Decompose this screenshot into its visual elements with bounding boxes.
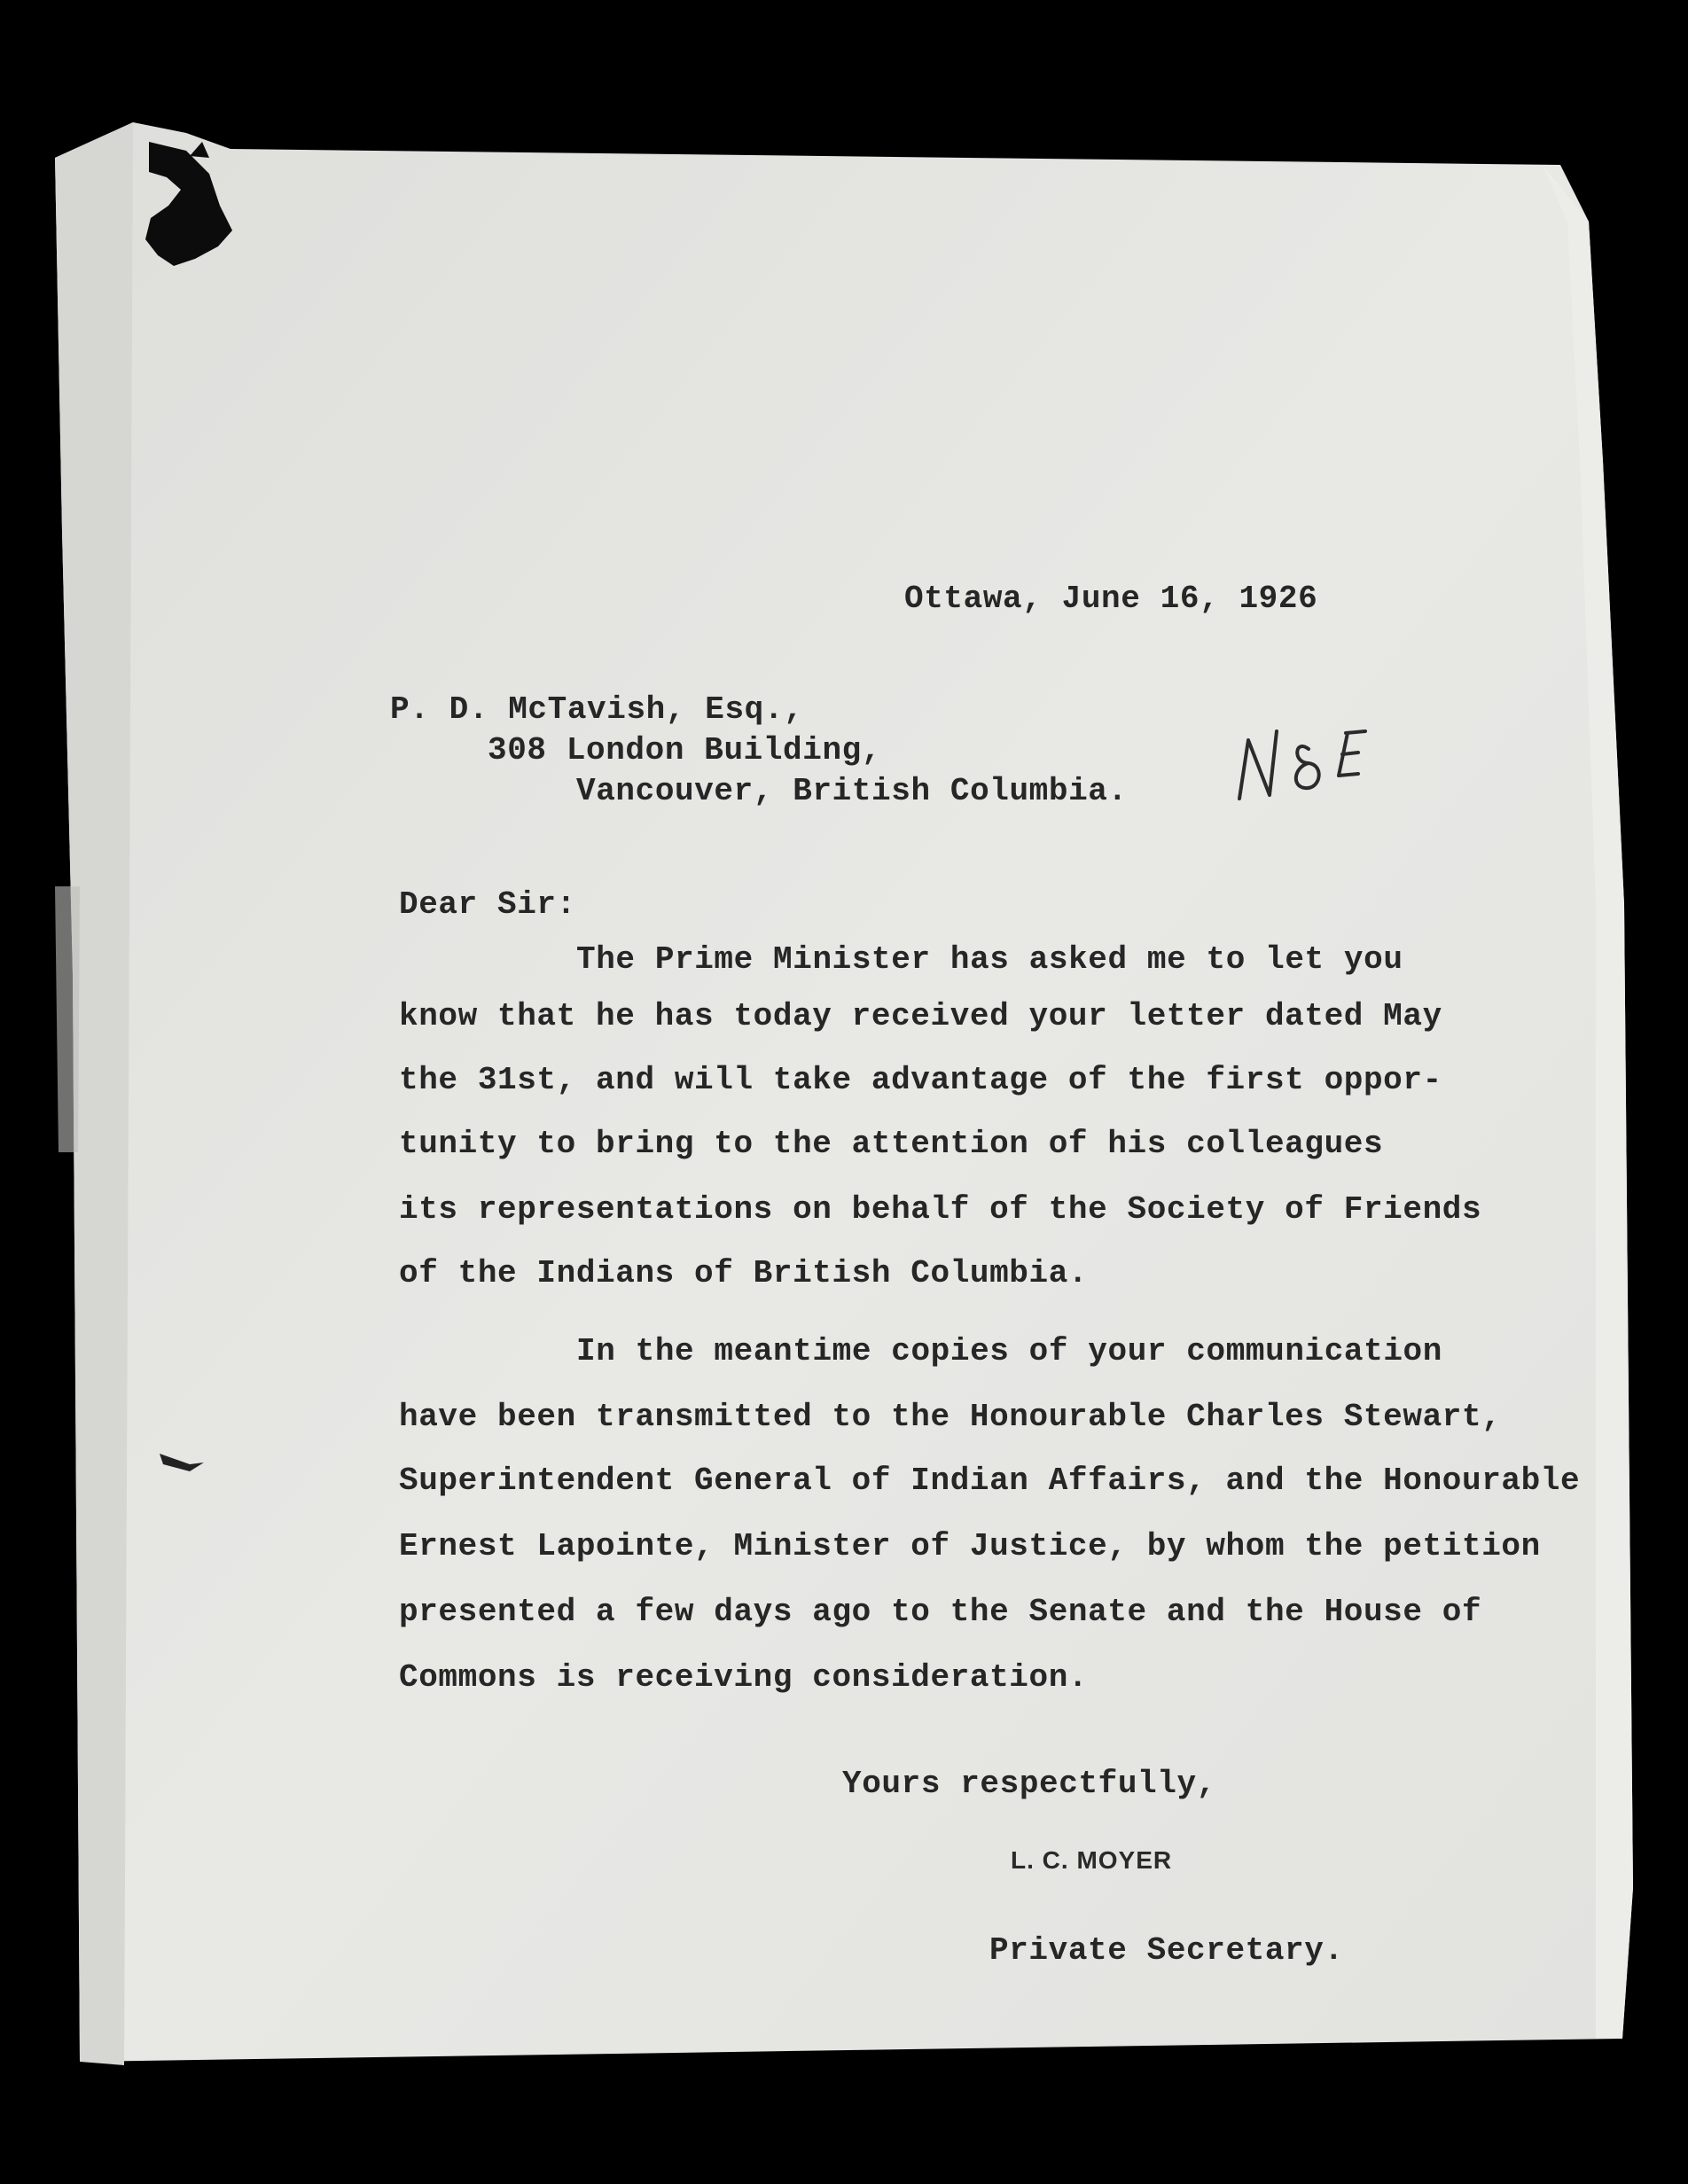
paragraph2-line: Ernest Lapointe, Minister of Justice, by whom the petition (399, 1528, 1541, 1564)
paragraph2-line: have been transmitted to the Honourable Charles Stewart, (399, 1399, 1502, 1435)
signer-name: L. C. MOYER (1011, 1846, 1173, 1874)
paragraph1-line: The Prime Minister has asked me to let you (576, 941, 1403, 978)
letter-date: Ottawa, June 16, 1926 (904, 581, 1318, 617)
paragraph1-line: its representations on behalf of the Society of Friends (399, 1191, 1482, 1228)
paragraph2-line: Commons is receiving consideration. (399, 1659, 1089, 1696)
address-line-1: P. D. McTavish, Esq., (390, 691, 804, 728)
paragraph2-line: Superintendent General of Indian Affairs, and the Honourable (399, 1462, 1581, 1499)
paragraph1-line: know that he has today received your letter dated May (399, 998, 1442, 1034)
paragraph1-line: of the Indians of British Columbia. (399, 1255, 1089, 1291)
paragraph1-line: tunity to bring to the attention of his colleagues (399, 1126, 1384, 1162)
signer-title: Private Secretary. (989, 1932, 1344, 1969)
salutation: Dear Sir: (399, 886, 576, 923)
paragraph2-line: presented a few days ago to the Senate and the House of (399, 1594, 1482, 1630)
address-line-3: Vancouver, British Columbia. (576, 773, 1128, 809)
paragraph2-line: In the meantime copies of your communication (576, 1333, 1442, 1369)
paragraph1-line: the 31st, and will take advantage of the first oppor- (399, 1062, 1442, 1098)
address-line-2: 308 London Building, (488, 732, 882, 768)
handwritten-mark (1223, 714, 1374, 811)
closing: Yours respectfully, (842, 1766, 1216, 1802)
